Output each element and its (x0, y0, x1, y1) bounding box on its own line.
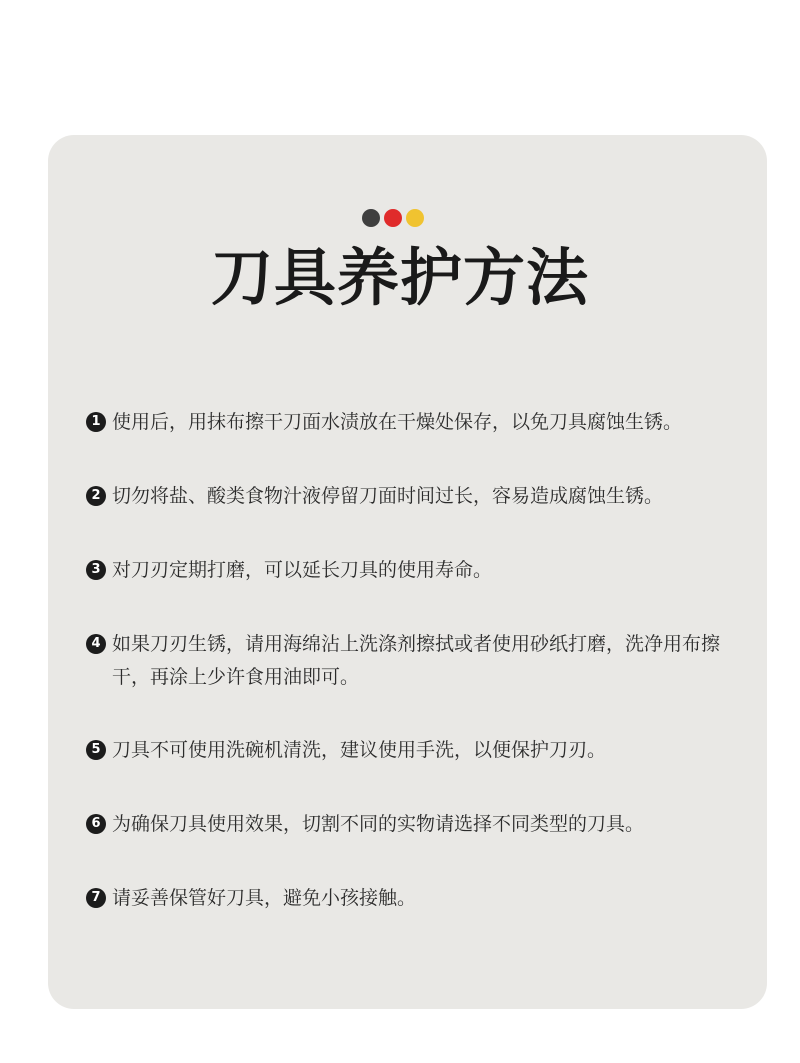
tip-item (86, 406, 756, 439)
number-badge-icon: 4 (86, 634, 106, 654)
number-badge-icon: 2 (86, 486, 106, 506)
tip-text: 为确保刀具使用效果，切割不同的实物请选择不同类型的刀具。 (112, 813, 645, 835)
tip-item (86, 734, 756, 767)
accent-dots (362, 209, 424, 227)
red-dot-icon (384, 209, 402, 227)
tip-text: 切勿将盐、酸类食物汁液停留刀面时间过长，容易造成腐蚀生锈。 (112, 485, 664, 507)
tip-item (86, 480, 756, 513)
number-badge-icon: 3 (86, 560, 106, 580)
number-badge-icon: 1 (86, 412, 106, 432)
tip-text: 对刀刃定期打磨，可以延长刀具的使用寿命。 (112, 559, 493, 581)
number-badge-icon: 6 (86, 814, 106, 834)
dark-dot-icon (362, 209, 380, 227)
tip-text: 如果刀刃生锈，请用海绵沾上洗涤剂擦拭或者使用砂纸打磨，洗净用布擦干，再涂上少许食用油即可。 (112, 633, 721, 688)
tip-text: 使用后，用抹布擦干刀面水渍放在干燥处保存，以免刀具腐蚀生锈。 (112, 411, 683, 433)
tip-item (86, 554, 756, 587)
page-title: 刀具养护方法 (210, 241, 589, 314)
tip-text: 请妥善保管好刀具，避免小孩接触。 (112, 887, 417, 909)
number-badge-icon: 7 (86, 888, 106, 908)
yellow-dot-icon (406, 209, 424, 227)
tip-item (86, 882, 756, 915)
tip-item (86, 808, 756, 841)
number-badge-icon: 5 (86, 740, 106, 760)
tip-item (86, 628, 756, 694)
tip-text: 刀具不可使用洗碗机清洗，建议使用手洗，以便保护刀刃。 (112, 739, 607, 761)
tips-list (86, 406, 756, 956)
